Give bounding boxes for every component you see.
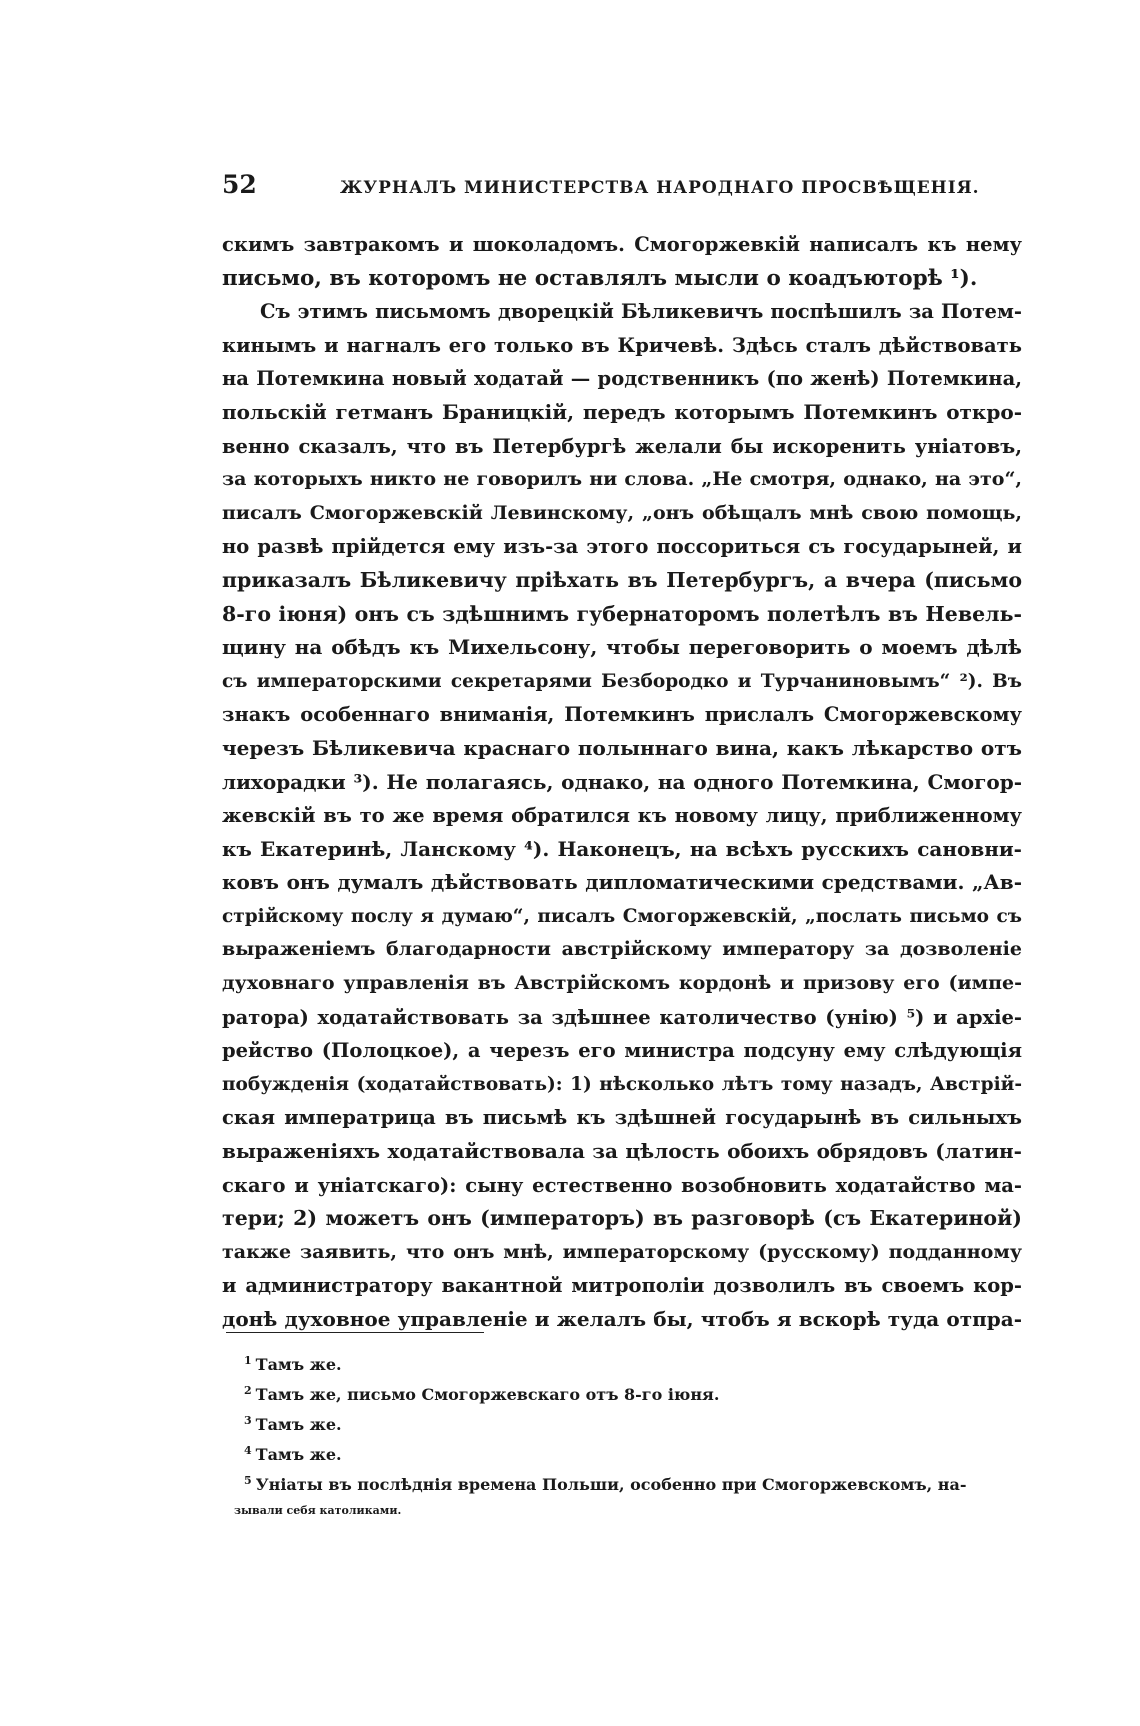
text-line: приказалъ Бѣликевичу пріѣхать въ Петербургъ, а вчера (письмо	[222, 567, 1022, 592]
text-line: скимъ завтракомъ и шоколадомъ. Смогоржевкій написалъ къ нему	[222, 233, 1022, 256]
text-line: съ императорскими секретарями Безбородко и Турчаниновымъ“ ²). Въ	[222, 670, 1022, 692]
text-line: 8-го іюня) онъ съ здѣшнимъ губернаторомъ полетѣлъ въ Невель-	[222, 601, 1022, 626]
text-line: донѣ духовное управленіе и желалъ бы, чтобъ я вскорѣ туда отпра-	[222, 1307, 1022, 1331]
page-header	[222, 170, 1022, 199]
text-line: венно сказалъ, что въ Петербургѣ желали бы искоренить уніатовъ,	[222, 434, 1022, 458]
footnotes	[234, 1348, 1024, 1524]
text-line: за которыхъ никто не говорилъ ни слова. „Не смотря, однако, на это“,	[222, 468, 1022, 491]
footnote	[244, 1438, 1024, 1468]
text-line: знакъ особеннаго вниманія, Потемкинъ прислалъ Смогоржевскому	[222, 703, 1022, 727]
text-line: черезъ Бѣликевича краснаго полыннаго вина, какъ лѣкарство отъ	[222, 735, 1022, 760]
text-line: духовнаго управленія въ Австрійскомъ кордонѣ и призову его (импе-	[222, 972, 1022, 995]
footnote-text: Тамъ же.	[255, 1415, 342, 1434]
text-line: Съ этимъ письмомъ дворецкій Бѣликевичъ поспѣшилъ за Потем-	[260, 300, 1022, 324]
footnote	[244, 1378, 1024, 1408]
text-line: тери; 2) можетъ онъ (императоръ) въ разговорѣ (съ Екатериной)	[222, 1206, 1022, 1231]
text-line: на Потемкина новый ходатай — родственникъ (по женѣ) Потемкина,	[222, 367, 1022, 391]
text-line: писалъ Смогоржевскій Левинскому, „онъ обѣщалъ мнѣ свою помощь,	[222, 501, 1022, 524]
body-text	[222, 228, 1022, 1337]
text-line: кинымъ и нагналъ его только въ Кричевѣ. Здѣсь сталъ дѣйствовать	[222, 333, 1022, 357]
footnote-rule	[226, 1332, 484, 1333]
text-line: также заявить, что онъ мнѣ, императорскому (русскому) подданному	[222, 1240, 1022, 1263]
text-line: ковъ онъ думалъ дѣйствовать дипломатическими средствами. „Ав-	[222, 870, 1022, 895]
text-line: выраженіемъ благодарности австрійскому императору за дозволеніе	[222, 938, 1022, 961]
text-line: скаго и уніатскаго): сыну естественно возобновить ходатайство ма-	[222, 1173, 1022, 1197]
text-line: письмо, въ которомъ не оставлялъ мысли о коадъюторѣ ¹).	[222, 265, 978, 291]
footnote	[244, 1468, 1024, 1498]
text-line: но развѣ прійдется ему изъ-за этого поссориться съ государыней, и	[222, 535, 1022, 559]
text-line: жевскій въ то же время обратился къ новому лицу, приближенному	[222, 804, 1022, 828]
footnote-text: Тамъ же, письмо Смогоржевскаго отъ 8-го іюня.	[255, 1385, 720, 1404]
footnote-marker: 1	[244, 1354, 252, 1367]
footnote-marker: 2	[244, 1384, 252, 1397]
text-line: щину на обѣдъ къ Михельсону, чтобы переговорить о моемъ дѣлѣ	[222, 635, 1022, 660]
footnote-text: зывали себя католиками.	[234, 1504, 402, 1517]
text-line: ратора) ходатайствовать за здѣшнее католичество (унію) ⁵) и архіе-	[222, 1005, 1022, 1029]
text-line: стрійскому послу я думаю“, писалъ Смогоржевскій, „послать письмо съ	[222, 905, 1022, 927]
text-line: польскій гетманъ Браницкій, передъ которымъ Потемкинъ откро-	[222, 399, 1022, 424]
text-line: побужденія (ходатайствовать): 1) нѣсколько лѣтъ тому назадъ, Австрій-	[222, 1073, 1022, 1095]
text-line: лихорадки ³). Не полагаясь, однако, на одного Потемкина, Смогор-	[222, 769, 1022, 794]
footnote-text: Уніаты въ послѣднія времена Польши, особенно при Смогоржевскомъ, на-	[255, 1475, 967, 1494]
page-number: 52	[222, 170, 257, 199]
footnote-marker: 4	[244, 1444, 252, 1457]
text-line: къ Екатеринѣ, Ланскому ⁴). Наконецъ, на всѣхъ русскихъ сановни-	[222, 836, 1022, 861]
footnote-text: Тамъ же.	[255, 1445, 342, 1464]
footnote-text: Тамъ же.	[255, 1355, 342, 1374]
footnote-marker: 5	[244, 1474, 252, 1487]
text-line: ская императрица въ письмѣ къ здѣшней государынѣ въ сильныхъ	[222, 1106, 1022, 1130]
footnote-marker: 3	[244, 1414, 252, 1427]
footnote	[244, 1348, 1024, 1378]
text-line: и администратору вакантной митрополіи дозволилъ въ своемъ кор-	[222, 1274, 1022, 1298]
footnote-continuation	[234, 1498, 1024, 1524]
footnote	[244, 1408, 1024, 1438]
text-line: рейство (Полоцкое), а черезъ его министра подсуну ему слѣдующія	[222, 1039, 1022, 1063]
running-title: ЖУРНАЛЪ МИНИСТЕРСТВА НАРОДНАГО ПРОСВѢЩЕНІЯ.	[340, 178, 980, 198]
text-line: выраженіяхъ ходатайствовала за цѣлость обоихъ обрядовъ (латин-	[222, 1139, 1022, 1164]
